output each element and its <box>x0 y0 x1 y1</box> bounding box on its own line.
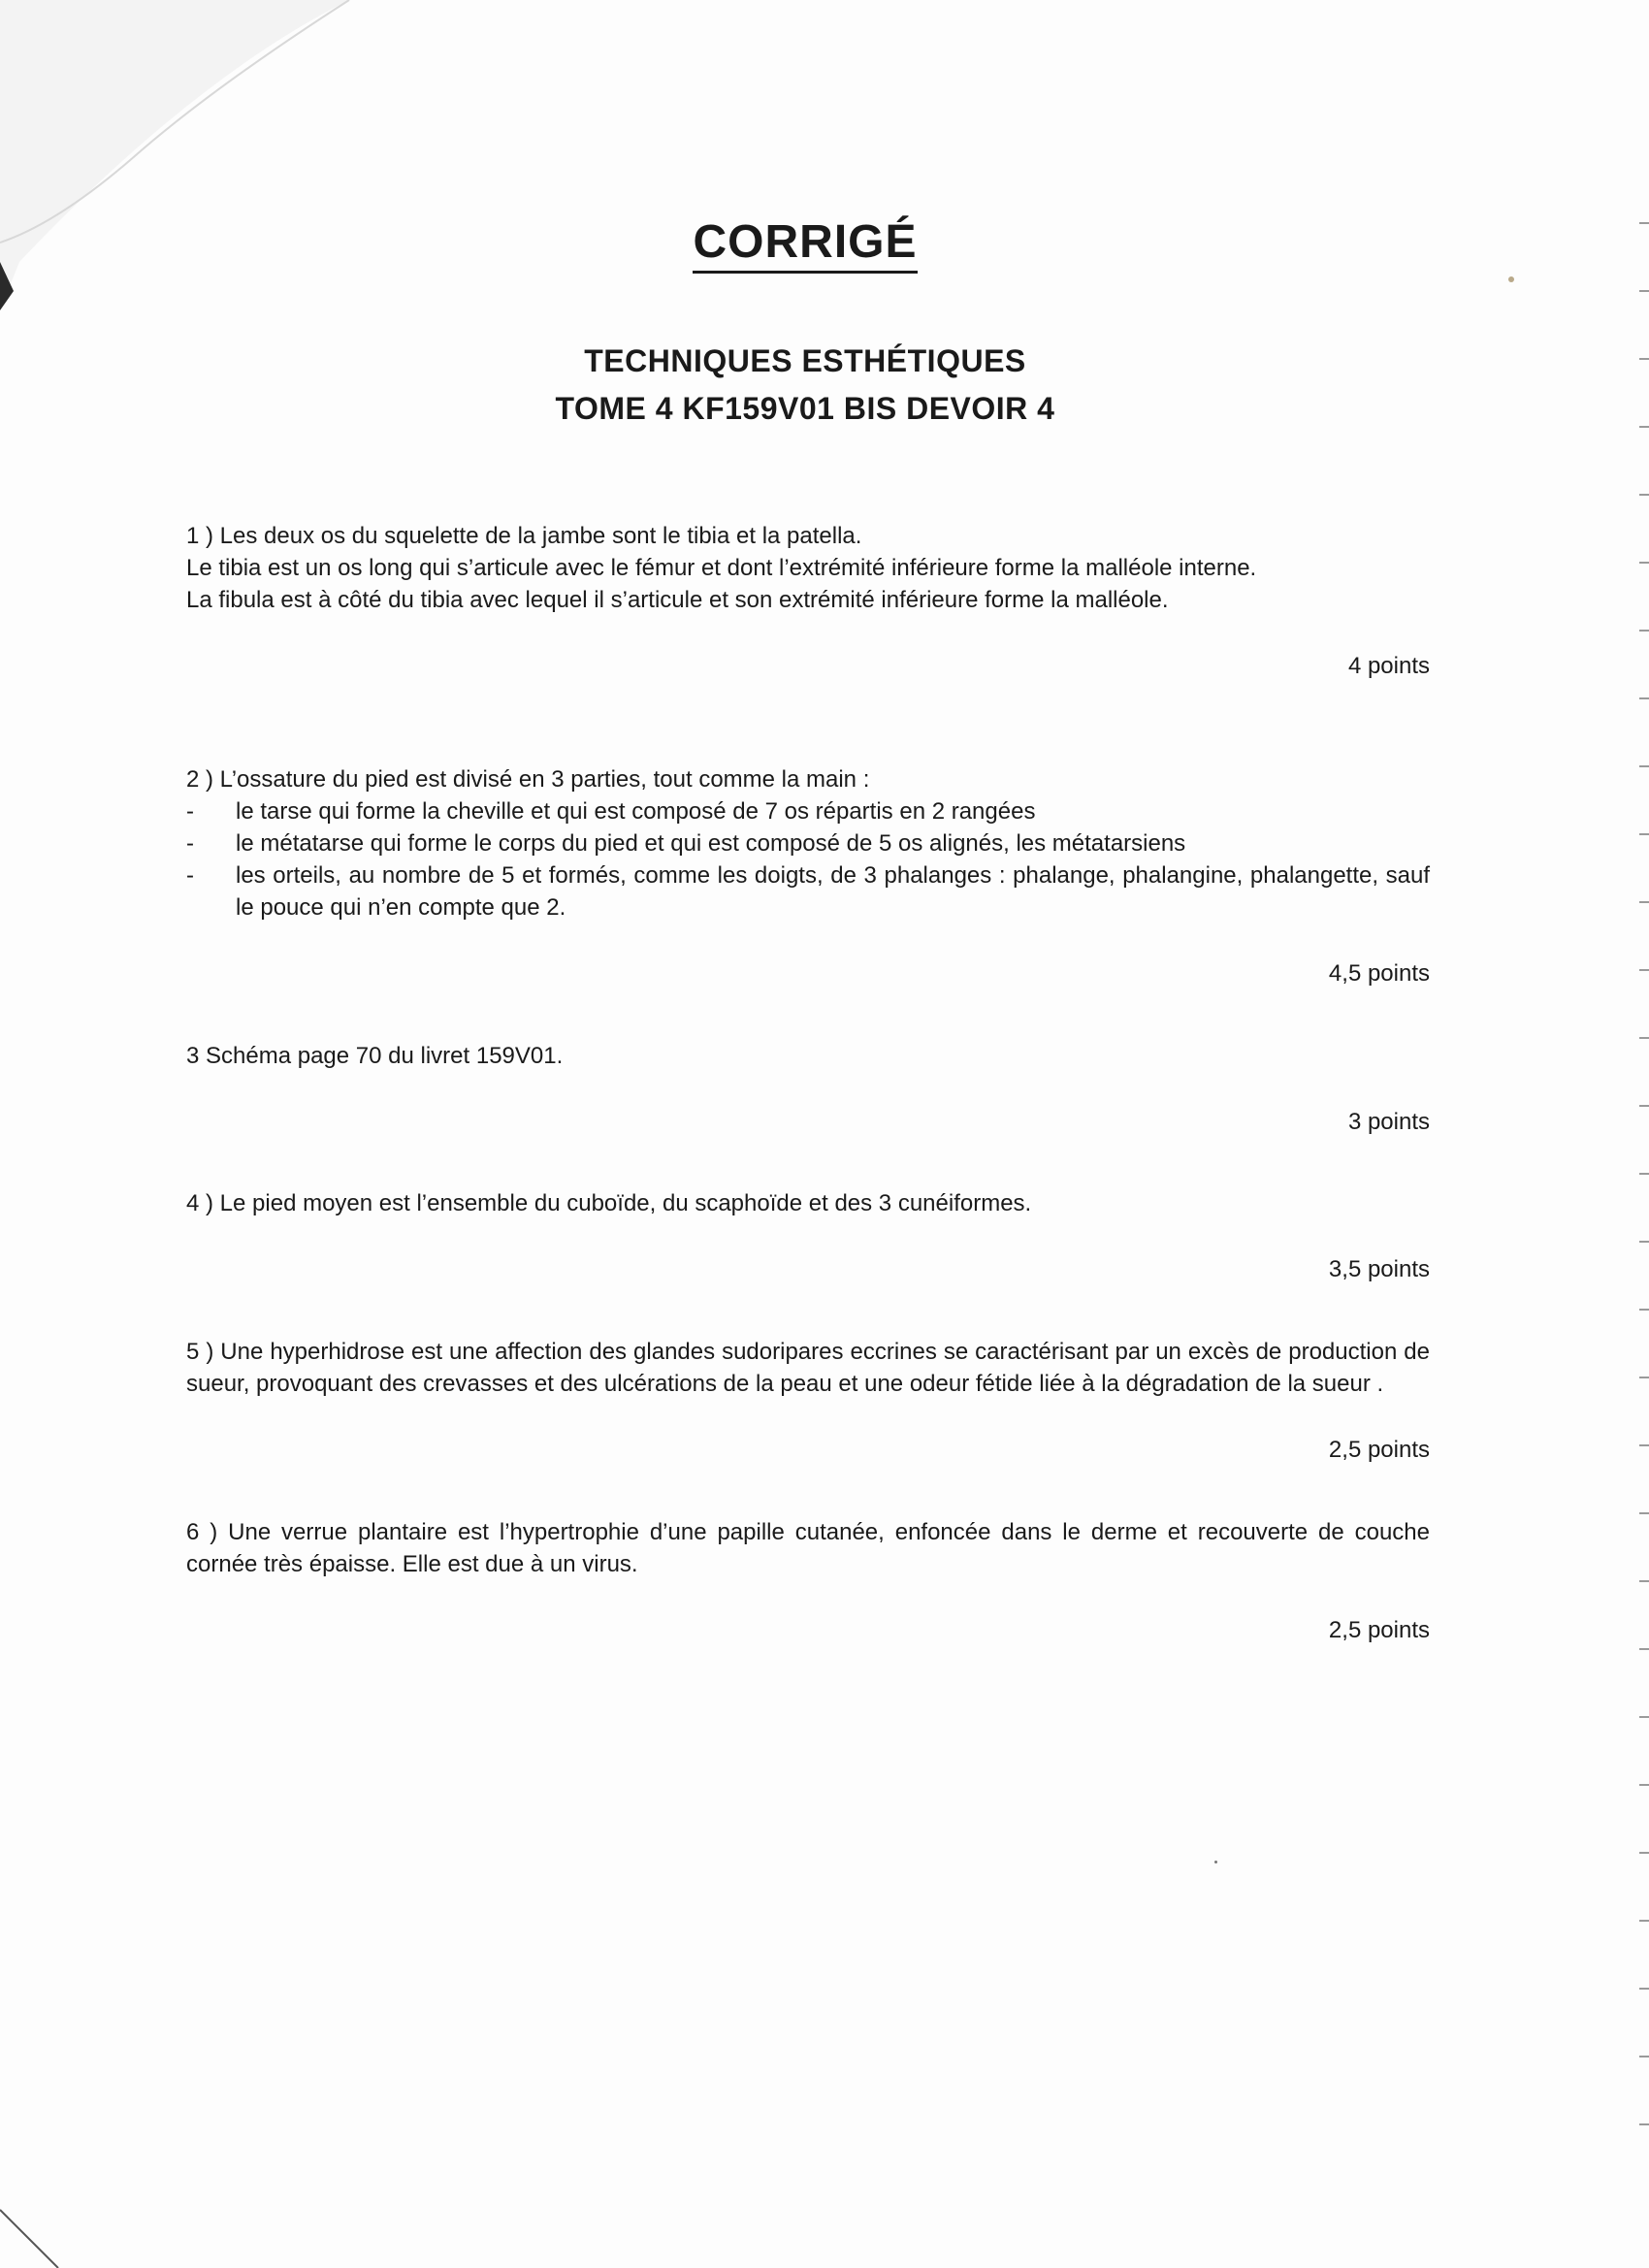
question-2-list <box>186 795 1430 923</box>
title-text: CORRIGÉ <box>693 218 917 274</box>
bottom-corner-mark <box>0 2190 78 2268</box>
question-1-points: 4 points <box>1347 653 1430 679</box>
question-1-line-3: La fibula est à côté du tibia avec lequel il s’articule et son extrémité inférieure forme la malléole. <box>186 587 1169 613</box>
scan-edge-marks <box>1610 0 1649 2268</box>
folded-corner-shadow <box>0 0 388 330</box>
question-5 <box>186 1336 1430 1466</box>
question-1-line-1: 1 ) Les deux os du squelette de la jambe sont le tibia et la patella. <box>186 523 862 549</box>
question-3-points: 3 points <box>1347 1109 1430 1135</box>
question-6-points: 2,5 points <box>1328 1617 1430 1643</box>
scan-speck <box>1214 1861 1217 1863</box>
question-5-text: 5 ) Une hyperhidrose est une affection des glandes sudoripares eccrines se caractérisant par un excès de production de sueur, provoquant des crevasses et des ulcérations de la peau et une odeur fétide liée à la dégradation de la sueur . <box>186 1339 1430 1397</box>
list-item: - le tarse qui forme la cheville et qui est composé de 7 os répartis en 2 rangées <box>186 798 1036 825</box>
question-2 <box>186 763 1430 989</box>
document-title <box>0 215 1610 274</box>
question-2-intro: 2 ) L’ossature du pied est divisé en 3 parties, tout comme la main : <box>186 766 870 793</box>
question-1 <box>186 520 1430 682</box>
question-4 <box>186 1187 1430 1285</box>
question-4-text: 4 ) Le pied moyen est l’ensemble du cuboïde, du scaphoïde et des 3 cunéiformes. <box>186 1190 1032 1216</box>
list-item: - le métatarse qui forme le corps du pied et qui est composé de 5 os alignés, les métatarsiens <box>186 830 1186 857</box>
subtitle-line-1: TECHNIQUES ESTHÉTIQUES <box>584 343 1026 378</box>
answers-body <box>186 520 1430 1646</box>
scan-speck <box>1508 276 1514 282</box>
question-5-points: 2,5 points <box>1328 1437 1430 1463</box>
subtitle-line-2: TOME 4 KF159V01 BIS DEVOIR 4 <box>555 391 1055 426</box>
question-1-line-2: Le tibia est un os long qui s’articule avec le fémur et dont l’extrémité inférieure forme la malléole interne. <box>186 555 1257 581</box>
question-3 <box>186 1040 1430 1138</box>
question-6-text: 6 ) Une verrue plantaire est l’hypertrophie d’une papille cutanée, enfoncée dans le derme et recouverte de couche cornée très épaisse. Elle est due à un virus. <box>186 1519 1430 1577</box>
question-4-points: 3,5 points <box>1328 1256 1430 1282</box>
question-6 <box>186 1516 1430 1646</box>
question-2-points: 4,5 points <box>1328 960 1430 987</box>
list-item: - les orteils, au nombre de 5 et formés, comme les doigts, de 3 phalanges : phalange, phalangine, phalangette, sauf le pouce qui n’en compte que 2. <box>186 862 1430 921</box>
question-3-text: 3 Schéma page 70 du livret 159V01. <box>186 1043 564 1069</box>
